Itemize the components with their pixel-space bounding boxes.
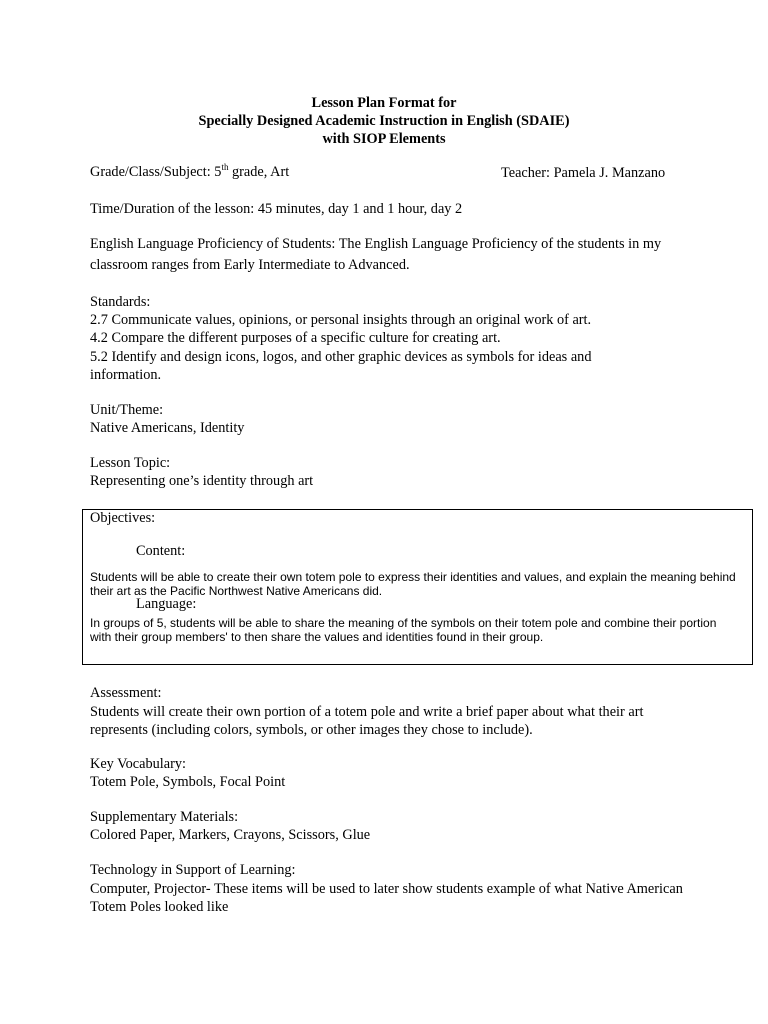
- lesson-topic-value: Representing one’s identity through art: [90, 473, 314, 489]
- key-vocabulary-heading: Key Vocabulary:: [90, 756, 186, 772]
- assessment-value: Students will create their own portion of a totem pole and write a brief paper about what their art represents (including colors, symbols, or other images they chose to include).: [90, 704, 644, 738]
- teacher-name: Teacher: Pamela J. Manzano: [501, 165, 666, 181]
- standards-heading: Standards:: [90, 294, 151, 310]
- standard-item: 2.7 Communicate values, opinions, or personal insights through an original work of art.: [90, 312, 592, 328]
- assessment-heading: Assessment:: [90, 685, 162, 701]
- technology-value: Computer, Projector- These items will be used to later show students example of what Native American Totem Poles looked like: [90, 881, 683, 915]
- document-title-line-1: Lesson Plan Format for: [311, 95, 457, 111]
- grade-prefix: Grade/Class/Subject: 5: [90, 164, 222, 180]
- supplementary-materials-heading: Supplementary Materials:: [90, 809, 239, 825]
- grade-suffix: grade, Art: [228, 164, 290, 180]
- unit-theme-heading: Unit/Theme:: [90, 402, 164, 418]
- supplementary-materials-value: Colored Paper, Markers, Crayons, Scissors, Glue: [90, 827, 371, 843]
- language-objective-text: In groups of 5, students will be able to share the meaning of the symbols on their totem pole and combine their portion with their group members' to then share the values and identities found in their group.: [90, 616, 717, 644]
- document-title-line-3: with SIOP Elements: [322, 131, 446, 147]
- document-title-line-2: Specially Designed Academic Instruction in English (SDAIE): [198, 113, 570, 129]
- unit-theme-value: Native Americans, Identity: [90, 420, 245, 436]
- key-vocabulary-value: Totem Pole, Symbols, Focal Point: [90, 774, 286, 790]
- technology-heading: Technology in Support of Learning:: [90, 862, 296, 878]
- lesson-topic-heading: Lesson Topic:: [90, 455, 171, 471]
- standard-item: 5.2 Identify and design icons, logos, and other graphic devices as symbols for ideas and information.: [90, 349, 592, 383]
- content-objective-text: Students will be able to create their own totem pole to express their identities and values, and explain the meaning behind their art as the Pacific Northwest Native Americans did.: [90, 570, 736, 598]
- english-proficiency: English Language Proficiency of Students: The English Language Proficiency of the students in my classroom ranges from Early Intermediate to Advanced.: [90, 236, 662, 273]
- language-objective-label: Language:: [136, 596, 197, 612]
- standard-item: 4.2 Compare the different purposes of a specific culture for creating art.: [90, 330, 501, 346]
- objectives-heading: Objectives:: [90, 510, 156, 526]
- content-objective-label: Content:: [136, 543, 186, 559]
- grade-class-subject: [90, 164, 289, 181]
- grade-superscript: th: [221, 162, 229, 172]
- lesson-duration: Time/Duration of the lesson: 45 minutes, day 1 and 1 hour, day 2: [90, 201, 463, 217]
